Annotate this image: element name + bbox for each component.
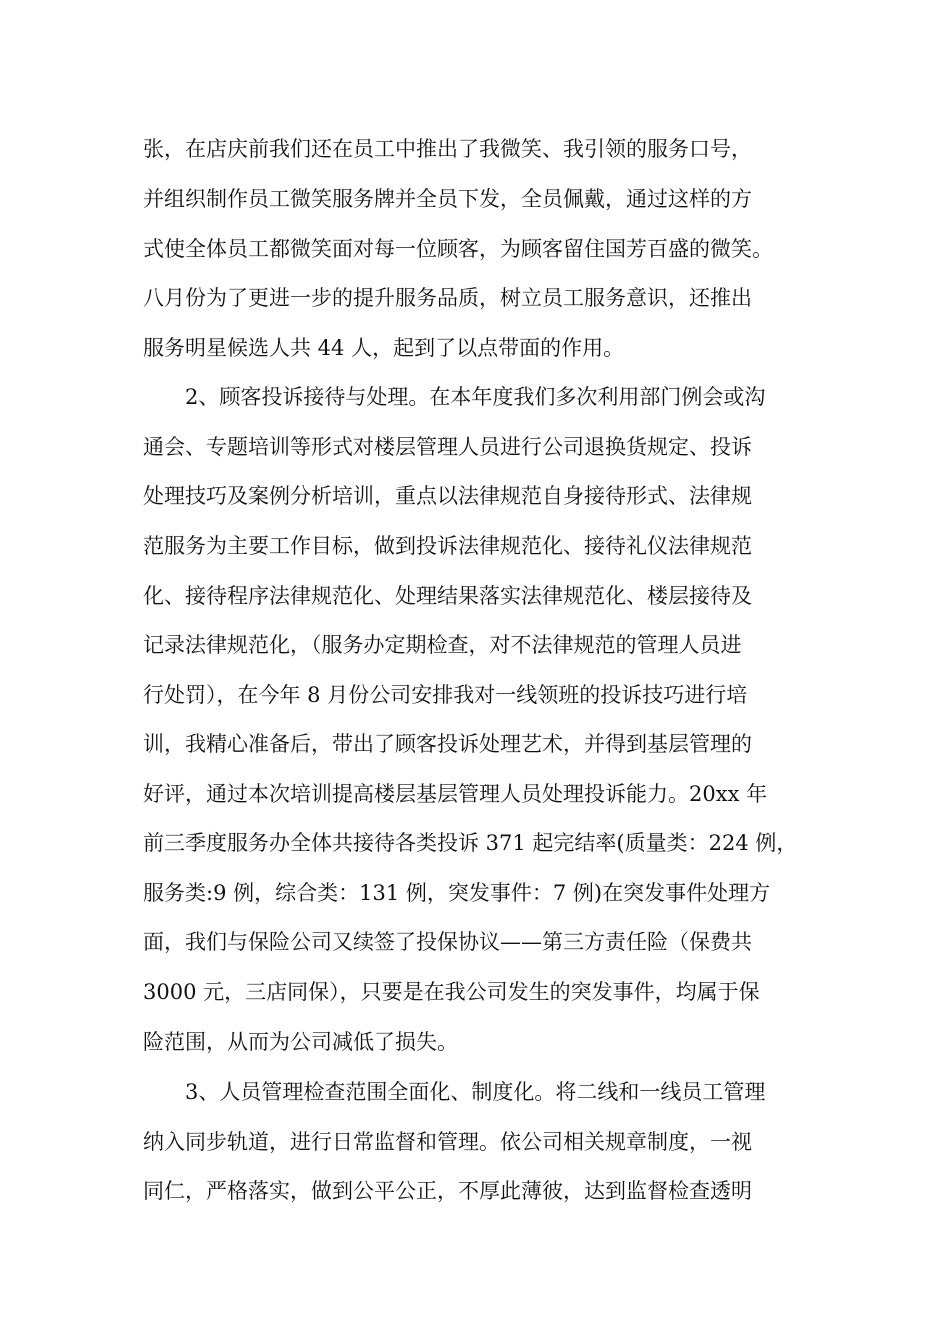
text-line: 前三季度服务办全体共接待各类投诉 371 起完结率(质量类：224 例， [143,831,798,855]
text-line: 并组织制作员工微笑服务牌并全员下发，全员佩戴，通过这样的方 [143,187,752,211]
text-line: 面，我们与保险公司又续签了投保协议——第三方责任险（保费共 [143,930,752,954]
paragraph-start-line: 3、人员管理检查范围全面化、制度化。将二线和一线员工管理 [185,1080,766,1104]
text-line: 服务明星候选人共 44 人，起到了以点带面的作用。 [143,336,625,360]
text-line: 服务类:9 例，综合类：131 例，突发事件：7 例)在突发事件处理方 [143,881,771,905]
text-line: 记录法律规范化，（服务办定期检查，对不法律规范的管理人员进 [143,633,742,657]
text-line: 范服务为主要工作目标，做到投诉法律规范化、接待礼仪法律规范 [143,534,752,558]
text-line: 好评，通过本次培训提高楼层基层管理人员处理投诉能力。20xx 年 [143,782,768,806]
text-line: 同仁，严格落实，做到公平公正，不厚此薄彼，达到监督检查透明 [143,1179,752,1203]
paragraph-start-line: 2、顾客投诉接待与处理。在本年度我们多次利用部门例会或沟 [185,385,766,409]
text-line: 式使全体员工都微笑面对每一位顾客，为顾客留住国芳百盛的微笑。 [143,237,773,261]
text-line: 八月份为了更进一步的提升服务品质，树立员工服务意识，还推出 [143,286,752,310]
text-line: 训，我精心准备后，带出了顾客投诉处理艺术，并得到基层管理的 [143,732,752,756]
text-line: 行处罚），在今年 8 月份公司安排我对一线领班的投诉技巧进行培 [143,683,748,707]
text-line: 通会、专题培训等形式对楼层管理人员进行公司退换货规定、投诉 [143,435,752,459]
text-line: 纳入同步轨道，进行日常监督和管理。依公司相关规章制度，一视 [143,1130,752,1154]
text-line: 化、接待程序法律规范化、处理结果落实法律规范化、楼层接待及 [143,584,752,608]
text-line: 险范围，从而为公司减低了损失。 [143,1030,458,1054]
text-line: 张，在店庆前我们还在员工中推出了我微笑、我引领的服务口号， [143,137,752,161]
text-line: 3000 元，三店同保），只要是在我公司发生的突发事件，均属于保 [143,980,760,1004]
text-line: 处理技巧及案例分析培训，重点以法律规范自身接待形式、法律规 [143,484,752,508]
